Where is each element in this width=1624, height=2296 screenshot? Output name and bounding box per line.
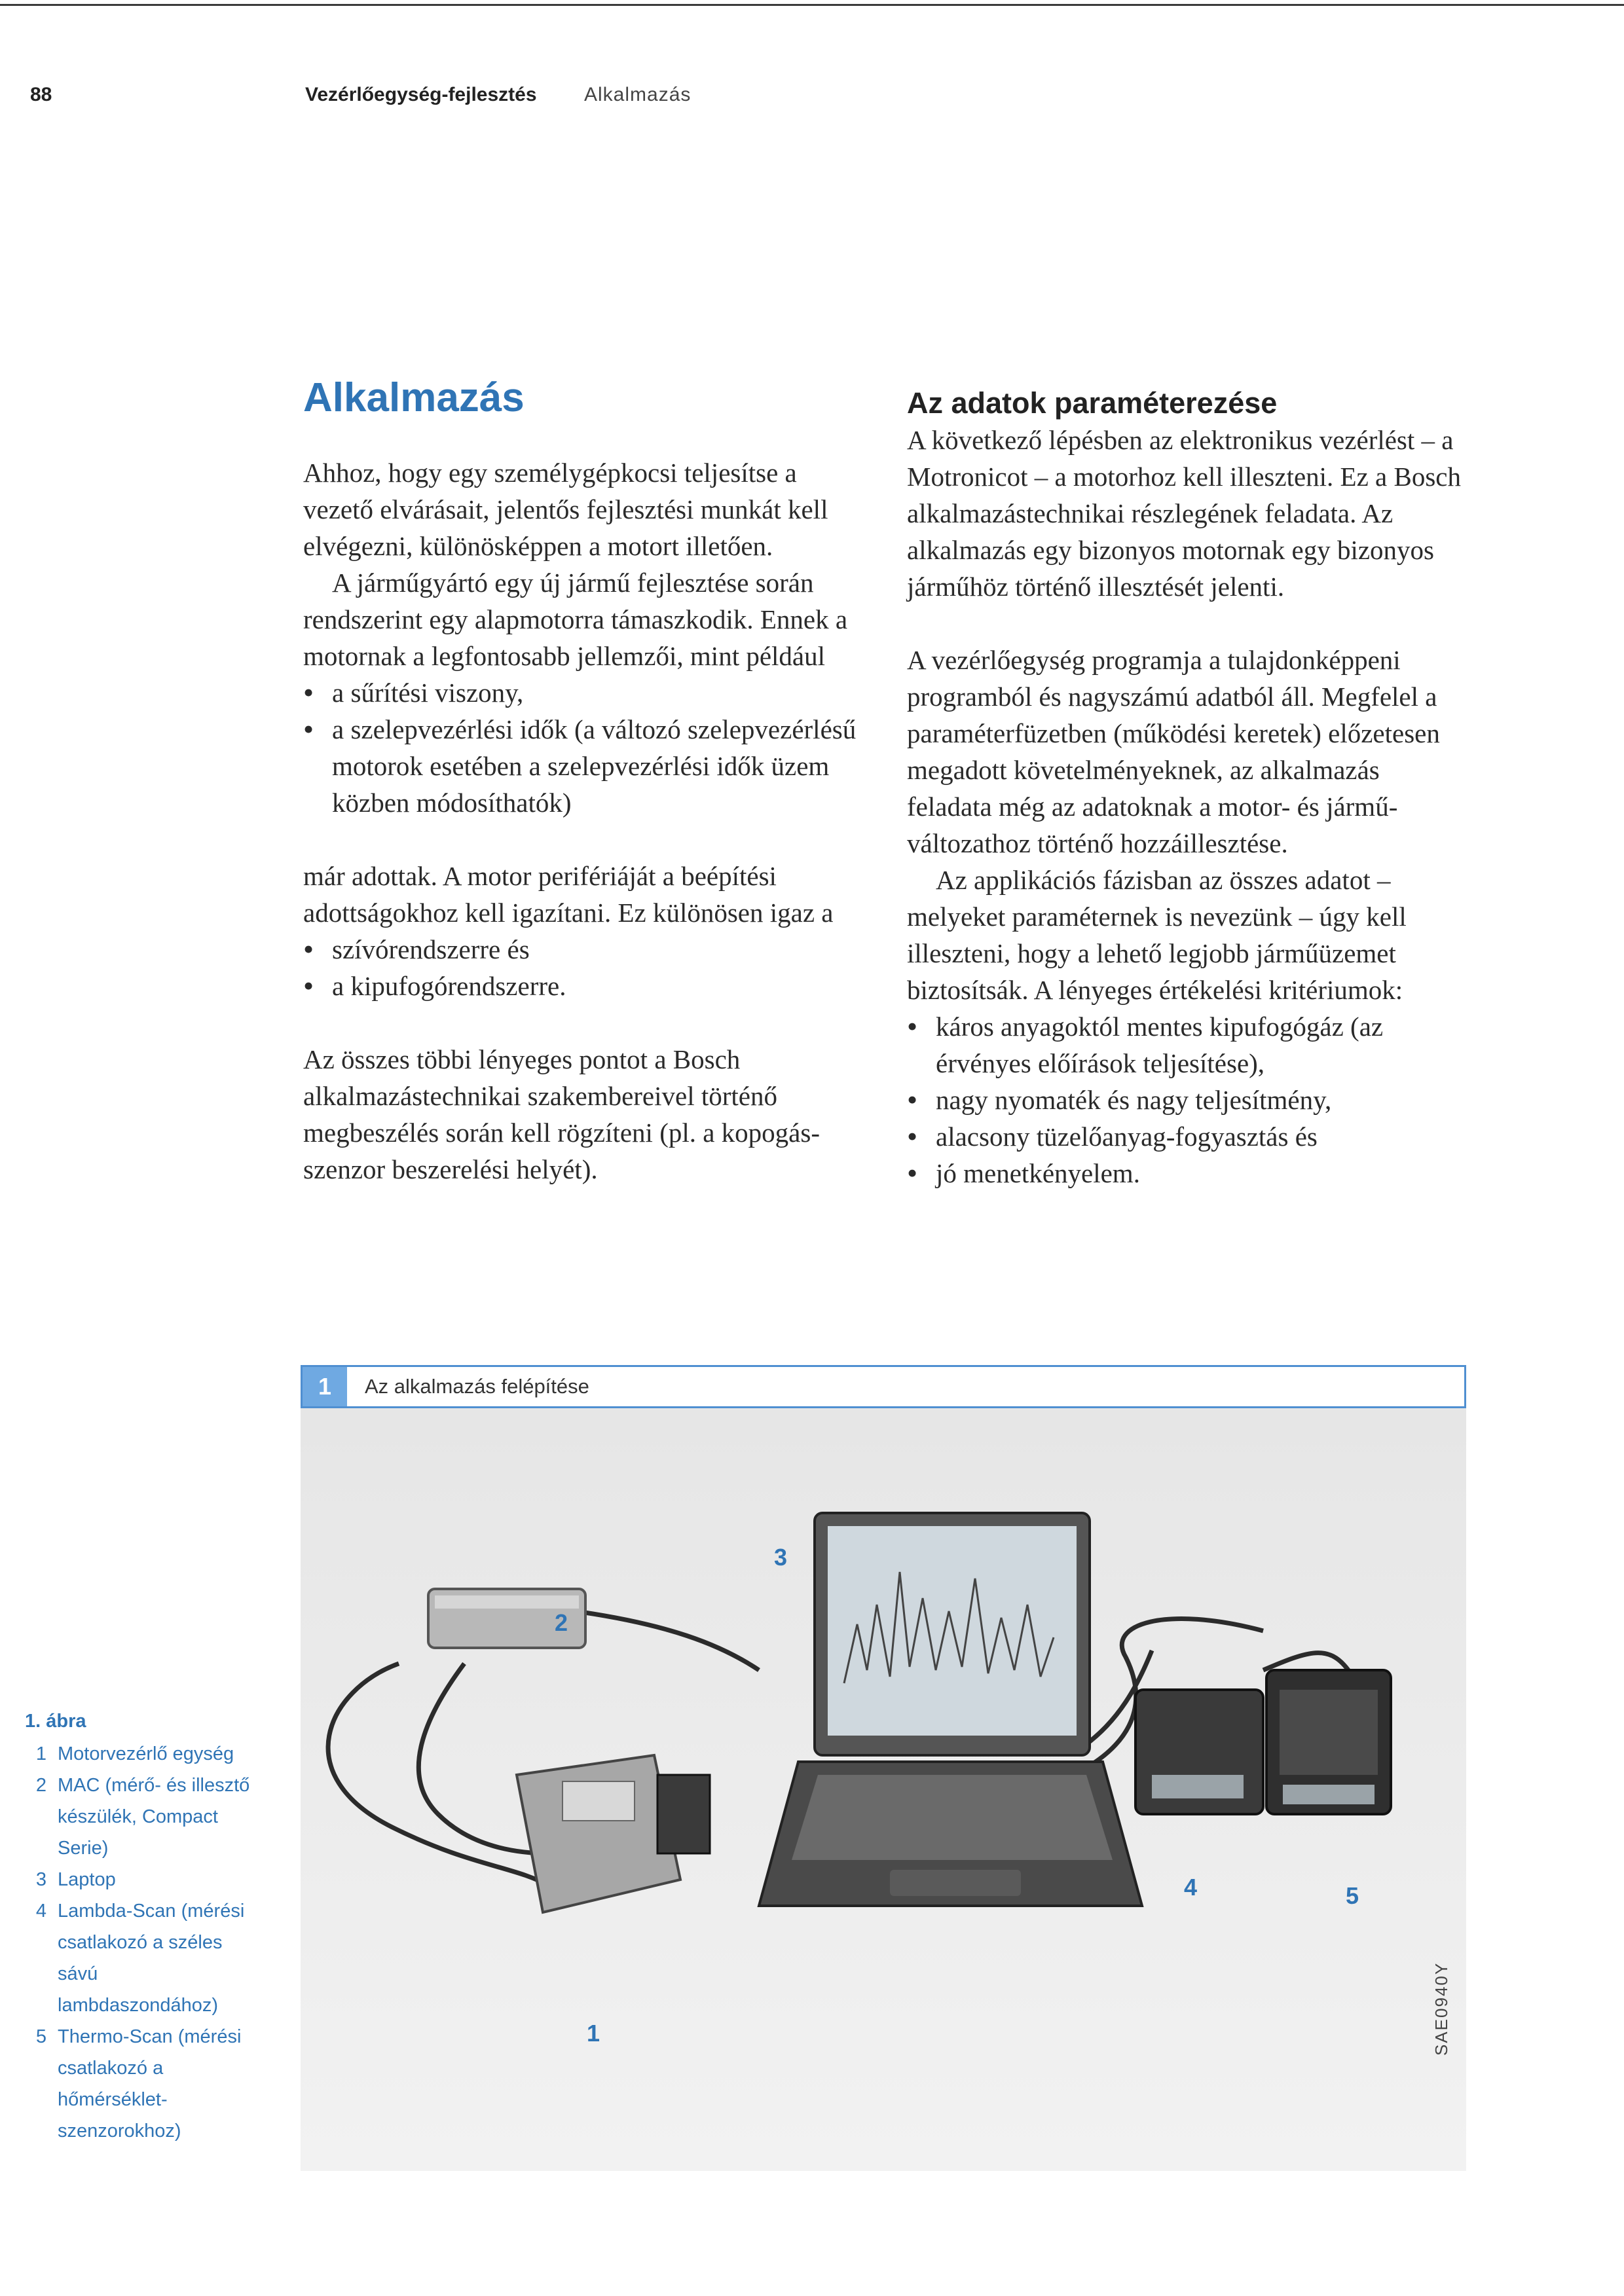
right-column bbox=[907, 385, 1470, 1192]
paragraph: A járműgyártó egy új jármű fejlesztése során rendszerint egy alapmotorra támaszkodik. Ennek a motornak a legfontosabb jellemzői, mint például bbox=[303, 568, 848, 671]
legend-item bbox=[25, 1738, 261, 1770]
bullet-list bbox=[303, 674, 866, 821]
legend-number: 2 bbox=[35, 1775, 47, 1796]
page-number: 88 bbox=[30, 84, 52, 105]
paragraph: Az összes többi lényeges pontot a Bosch alkalmazástechnikai szakembereivel történő megbeszélés során kell rögzíteni (pl. a kopogás-szenzor beszerelési helyét). bbox=[303, 1044, 820, 1184]
legend-text: Thermo-Scan (mérési csatlakozó a hőmérséklet-szenzorokhoz) bbox=[58, 2026, 242, 2141]
laptop bbox=[759, 1513, 1142, 1906]
legend-item bbox=[25, 2021, 261, 2147]
list-item: • a kipufogórendszerre. bbox=[303, 968, 866, 1004]
callout-2: 2 bbox=[555, 1609, 568, 1636]
list-item: • nagy nyomaték és nagy teljesítmény, bbox=[907, 1082, 1470, 1118]
legend-title: 1. ábra bbox=[25, 1711, 86, 1732]
legend-text: Motorvezérlő egység bbox=[58, 1743, 234, 1764]
callout-1: 1 bbox=[587, 2020, 600, 2047]
section-title: Alkalmazás bbox=[584, 84, 692, 105]
figure-number: 1 bbox=[303, 1367, 347, 1406]
legend-number: 5 bbox=[35, 2026, 47, 2047]
figure-title-bar bbox=[301, 1365, 1466, 1408]
section-heading: Alkalmazás bbox=[303, 375, 525, 420]
legend-number: 4 bbox=[35, 1901, 47, 1922]
legend-item bbox=[25, 1895, 261, 2021]
legend-item bbox=[25, 1770, 261, 1864]
bullet-list bbox=[907, 1008, 1470, 1192]
legend-number: 1 bbox=[35, 1743, 47, 1764]
thermo-scan-device bbox=[1266, 1670, 1391, 1814]
legend-text: Laptop bbox=[58, 1869, 116, 1890]
list-item: • jó menetkényelem. bbox=[907, 1155, 1470, 1192]
paragraph: A következő lépésben az elektronikus vezérlést – a Motronicot – a motorhoz kell illeszteni. Ez a Bosch alkalmazástechnikai részlegének feladata. Az alkalmazás egy bizonyos motornak egy bizonyos járműhöz történő illesztését jelenti. bbox=[907, 425, 1461, 602]
paragraph: A vezérlőegység programja a tulajdonképpeni programból és nagyszámú adatból áll. Megfelel a paraméterfüzetben (működési keretek) előzetesen megadott követelményeknek, az alkalmazás feladata még az adatoknak a motor- és jármű-változathoz történő hozzáillesztése. bbox=[907, 645, 1440, 858]
equipment-illustration bbox=[301, 1408, 1466, 2171]
top-rule bbox=[0, 4, 1624, 6]
legend-number: 3 bbox=[35, 1869, 47, 1890]
figure-caption: Az alkalmazás felépítése bbox=[365, 1375, 589, 1398]
chapter-title: Vezérlőegység-fejlesztés bbox=[305, 84, 537, 105]
photo-code: SAE0940Y bbox=[1431, 1961, 1451, 2056]
paragraph: Ahhoz, hogy egy személygépkocsi teljesítse a vezető elvárásait, jelentős fejlesztési munkát kell elvégezni, különösképpen a motort illetően. bbox=[303, 458, 828, 561]
list-item: • a sűrítési viszony, bbox=[303, 674, 866, 711]
legend-item bbox=[25, 1864, 261, 1895]
callout-3: 3 bbox=[774, 1544, 788, 1571]
bullet-list bbox=[303, 931, 866, 1004]
legend-text: Lambda-Scan (mérési csatlakozó a széles sávú lambdaszondához) bbox=[58, 1901, 245, 2016]
list-item: • káros anyagoktól mentes kipufogógáz (az érvényes előírások teljesítése), bbox=[907, 1008, 1470, 1082]
figure-photo bbox=[301, 1408, 1466, 2171]
list-item: • alacsony tüzelőanyag-fogyasztás és bbox=[907, 1118, 1470, 1155]
lambda-scan-device bbox=[1135, 1690, 1263, 1814]
callout-5: 5 bbox=[1346, 1882, 1359, 1909]
list-item: • szívórendszerre és bbox=[303, 931, 866, 968]
figure-legend bbox=[25, 1705, 261, 2147]
paragraph: Az applikációs fázisban az összes adatot – melyeket paraméternek is nevezünk – úgy kell illeszteni, hogy a lehető legjobb járműüzemet biztosítsák. A lényeges értékelési kritériumok: bbox=[907, 865, 1407, 1005]
list-item: • a szelepvezérlési idők (a változó szelepvezérlésű motorok esetében a szelepvezérlési idők üzem közben módosíthatók) bbox=[303, 711, 866, 821]
left-column bbox=[303, 372, 866, 1188]
legend-text: MAC (mérő- és illesztő készülék, Compact Serie) bbox=[58, 1775, 250, 1859]
paragraph: már adottak. A motor perifériáját a beépítési adottságokhoz kell igazítani. Ez különösen igaz a bbox=[303, 861, 834, 928]
subsection-heading: Az adatok paraméterezése bbox=[907, 386, 1278, 420]
callout-4: 4 bbox=[1184, 1874, 1198, 1901]
